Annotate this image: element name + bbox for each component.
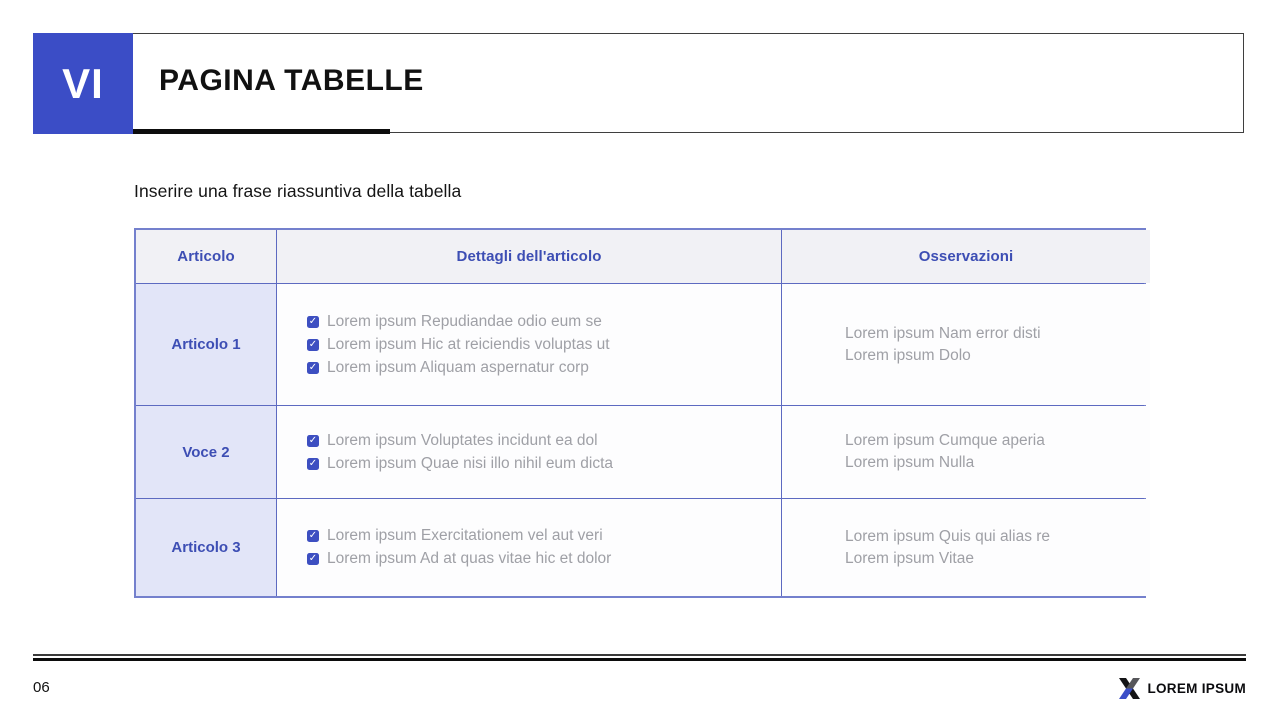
- title-underline: [133, 129, 390, 134]
- column-header-articolo: Articolo: [136, 230, 276, 283]
- page-number: 06: [33, 679, 50, 696]
- items-table: [134, 228, 1146, 598]
- checkbox-checked-icon: ✓: [308, 434, 318, 446]
- observation-line: Lorem ipsum Nulla: [845, 454, 975, 471]
- page-title: PAGINA TABELLE: [159, 64, 424, 97]
- detail-item: [307, 359, 781, 377]
- section-number: VI: [62, 59, 104, 107]
- row-observations: [782, 284, 1150, 405]
- detail-text: Lorem ipsum Aliquam aspernatur corp: [327, 358, 589, 376]
- footer-divider-thick: [33, 658, 1246, 661]
- detail-item: [307, 313, 781, 331]
- detail-text: Lorem ipsum Voluptates incidunt ea dol: [327, 431, 598, 449]
- detail-text: Lorem ipsum Quae nisi illo nihil eum dicta: [327, 454, 614, 472]
- brand-logo-icon: [1118, 678, 1141, 699]
- detail-text: Lorem ipsum Ad at quas vitae hic et dolor: [327, 550, 612, 567]
- row-details: [277, 499, 781, 596]
- checkbox-checked-icon: ✓: [308, 315, 318, 327]
- detail-item: [307, 432, 781, 450]
- observation-line: Lorem ipsum Dolo: [845, 346, 971, 364]
- checkbox-checked-icon: ✓: [308, 553, 318, 564]
- checkbox-checked-icon: ✓: [308, 530, 318, 541]
- detail-item: [307, 336, 781, 354]
- checkbox-checked-icon: ✓: [308, 361, 318, 373]
- detail-text: Lorem ipsum Exercitationem vel aut veri: [327, 527, 603, 544]
- column-header-dettagli: Dettagli dell'articolo: [277, 230, 781, 283]
- column-header-osservazioni: Osservazioni: [782, 230, 1150, 283]
- checkbox-checked-icon: ✓: [308, 457, 318, 469]
- row-details: [277, 284, 781, 405]
- detail-item: [307, 455, 781, 473]
- observation-line: Lorem ipsum Cumque aperia: [845, 432, 1045, 449]
- observation-line: Lorem ipsum Quis qui alias re: [845, 527, 1051, 545]
- row-observations: [782, 499, 1150, 596]
- detail-text: Lorem ipsum Repudiandae odio eum se: [327, 312, 602, 330]
- row-observations: [782, 406, 1150, 498]
- detail-item: [307, 527, 781, 545]
- brand-footer: [1118, 678, 1246, 699]
- observation-line: Lorem ipsum Nam error disti: [845, 324, 1041, 342]
- observation-line: Lorem ipsum Vitae: [845, 549, 974, 567]
- row-label: Articolo 1: [136, 284, 276, 405]
- detail-item: [307, 550, 781, 568]
- brand-name: LOREM IPSUM: [1147, 681, 1246, 696]
- row-label: Voce 2: [136, 406, 276, 498]
- row-label: Articolo 3: [136, 499, 276, 596]
- detail-text: Lorem ipsum Hic at reiciendis voluptas ut: [327, 335, 610, 353]
- footer-divider-thin: [33, 654, 1246, 656]
- section-number-box: [33, 33, 133, 134]
- checkbox-checked-icon: ✓: [308, 338, 318, 350]
- row-details: [277, 406, 781, 498]
- table-summary-text: Inserire una frase riassuntiva della tabella: [134, 181, 462, 201]
